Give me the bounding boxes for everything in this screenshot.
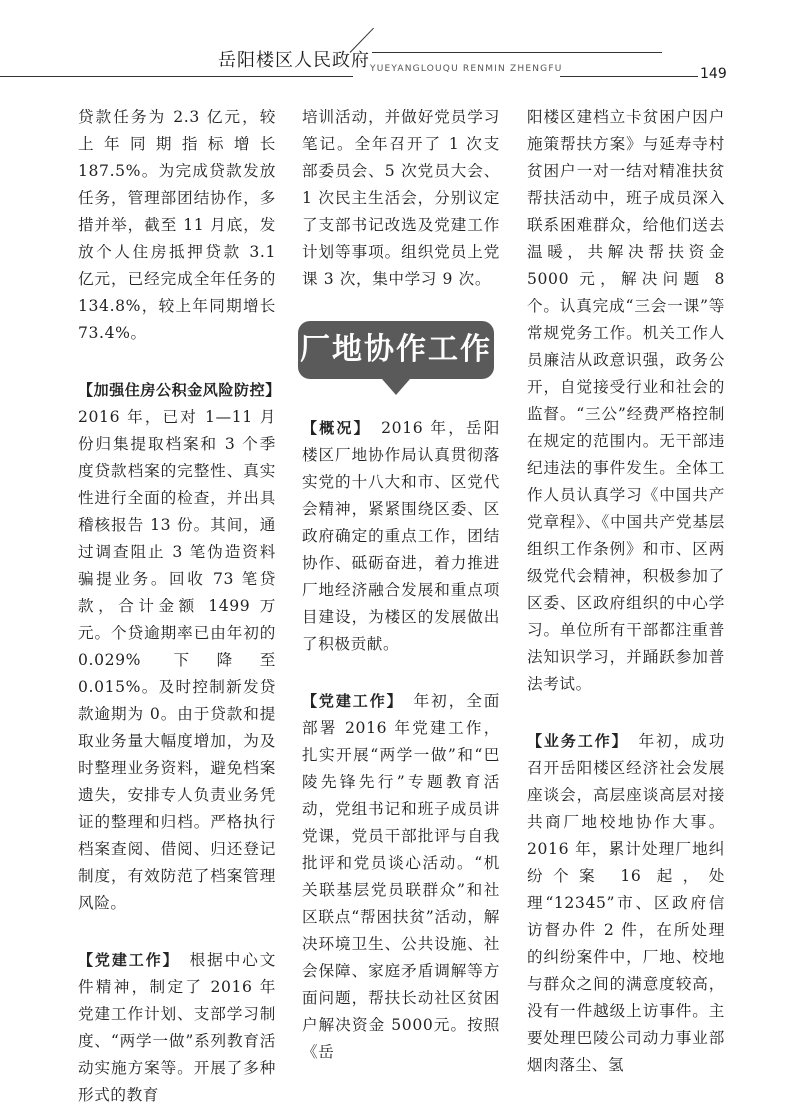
paragraph: 2016 年，已对 1—11 月份归集提取档案和 3 个季度贷款档案的完整性、真实性进行全面的检查，并出具稽核报告 13 份。其间，通过调查阻止 3 笔伪造资料骗提业务。回收 73 笔贷款，合计金额 1499 万元。个贷逾期率已由年初的 0.029% 下降至 0.015%。及时控制新发贷款逾期为 0。由于贷款和提取业务量大幅度增加，为及时整理业务资料，避免档案遗失，安排专人负责业务凭证的整理和归档。严格执行档案查阅、借阅、归还登记制度，有效防范了档案管理风险。: [78, 408, 276, 912]
header-title: 岳阳楼区人民政府: [218, 50, 370, 71]
paragraph-text: 根据中心文件精神，制定了 2016 年党建工作计划、支部学习制度、“两学一做”系列教育活动实施方案等。开展了多种形式的教育: [78, 951, 276, 1104]
paragraph-business: [527, 728, 725, 1079]
paragraph-gap: [302, 658, 500, 688]
paragraph-text: 年初，全面部署 2016 年党建工作，扎实开展“两学一做”和“巴陵先锋先行”专题教育活动，党组书记和班子成员讲党课，党员干部批评与自我批评和党员谈心活动。“机关联基层党员联群众”和社区联点“帮困扶贫”活动，解决环境卫生、公共设施、社会保障、家庭矛盾调解等方面问题，帮扶长动社区贫困户解决资金 5000元。按照《岳: [302, 692, 500, 1061]
paragraph: 阳楼区建档立卡贫困户因户施策帮扶方案》与延寿寺村贫困户一对一结对精准扶贫帮扶活动中，班子成员深入联系困难群众，给他们送去温暖，共解决帮扶资金 5000 元，解决问题 8 个。认真完成“三会一课”等常规党务工作。机关工作人员廉洁从政意识强，政务公开，自觉接受行业和社会的监督。“三公”经费严格控制在规定的范围内。无干部违纪违法的事件发生。全体工作人员认真学习《中国共产党章程》、《中国共产党基层组织工作条例》和市、区两级党代会精神，积极参加了区委、区政府组织的中心学习。单位所有干部都注重普法知识学习，并踊跃参加普法考试。: [527, 108, 725, 693]
section-heading-overview: 【概况】: [302, 419, 364, 437]
section-title-pointer: [382, 379, 410, 395]
section-title-badge: 厂地协作工作: [298, 321, 494, 379]
paragraph-gap: [527, 698, 725, 728]
column-2: [302, 104, 500, 293]
header-rule-right: [560, 76, 698, 77]
column-1: [78, 104, 281, 1109]
paragraph: 培训活动，并做好党员学习笔记。全年召开了 1 次支部委员会、5 次党员大会、1 次民主生活会，分别议定了支部书记改选及党建工作计划等事项。组织党员上党课 3 次，集中学习 9 次。: [302, 108, 500, 288]
header-subtitle: YUEYANGLOUQU RENMIN ZHENGFU: [370, 64, 563, 74]
section-heading-party-building: 【党建工作】: [302, 692, 397, 710]
header-rule-left: [0, 76, 353, 77]
section-heading-business: 【业务工作】: [527, 732, 622, 750]
paragraph-party-building: [302, 688, 500, 1066]
paragraph-overview: [302, 415, 500, 658]
section-heading-risk-control: 【加强住房公积金风险防控】: [78, 381, 281, 399]
page-header: [0, 0, 793, 110]
paragraph-text: 2016 年，岳阳楼区厂地协作局认真贯彻落实党的十八大和市、区党代会精神，紧紧围绕区委、区政府确定的重点工作，团结协作、砥砺奋进，着力推进厂地经济融合发展和重点项目建设，为楼区的发展做出了积极贡献。: [302, 419, 501, 653]
page-number: 149: [700, 66, 727, 82]
paragraph: 贷款任务为 2.3 亿元，较上年同期指标增长 187.5%。为完成贷款发放任务，管理部团结协作，多措并举，截至 11 月底，发放个人住房抵押贷款 3.1 亿元，已经完成全年任务的 134.8%，较上年同期增长 73.4%。: [78, 108, 276, 342]
header-rule-top: [372, 52, 662, 53]
column-3: [527, 104, 725, 1079]
column-2-lower: [302, 415, 500, 1066]
section-heading-party-building: 【党建工作】: [78, 951, 173, 969]
paragraph-gap: [78, 347, 276, 377]
paragraph-party-building: [78, 947, 276, 1109]
paragraph-gap: [78, 917, 276, 947]
paragraph-text: 年初，成功召开岳阳楼区经济社会发展座谈会，高层座谈高层对接共商厂地校地协作大事。2016 年，累计处理厂地纠纷个案 16 起，处理“12345”市、区政府信访督办件 2 件，在所处理的纠纷案件中，厂地、校地与群众之间的满意度较高，没有一件越级上访事件。主要处理巴陵公司动力事业部烟肉落尘、氢: [527, 732, 725, 1074]
